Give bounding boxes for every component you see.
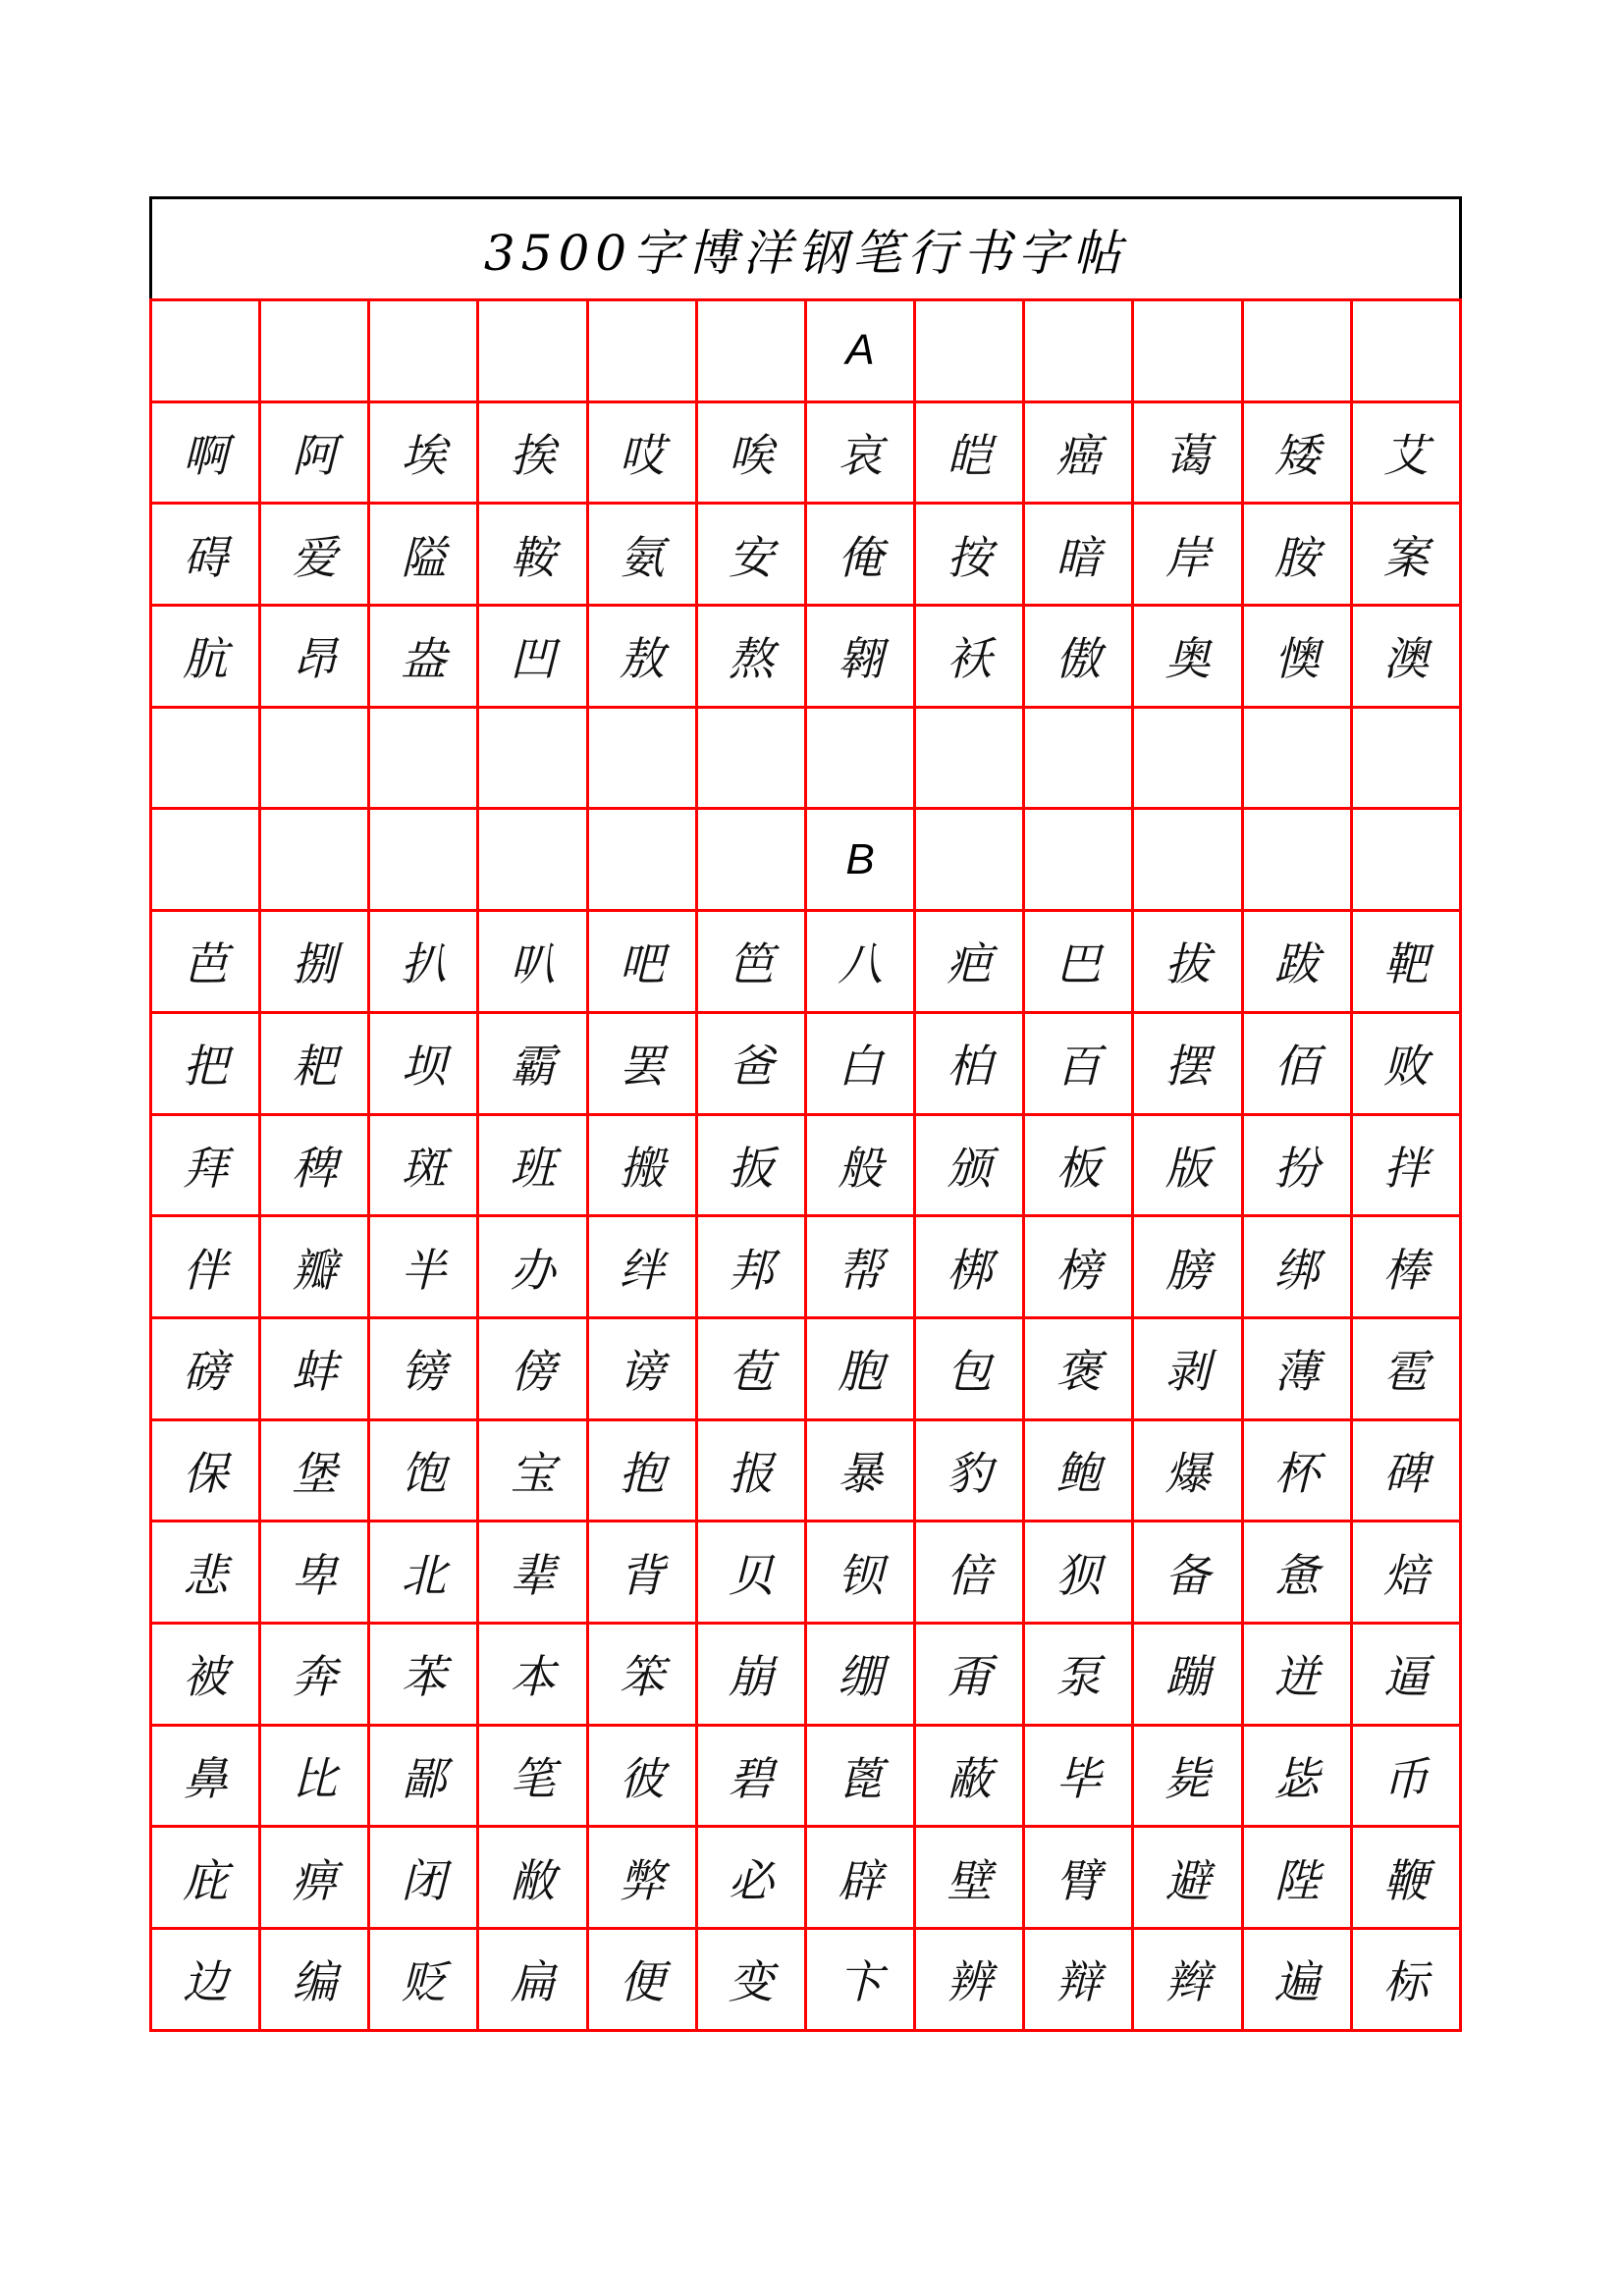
character-cell: 北: [370, 1522, 479, 1625]
character-cell: 痹: [261, 1828, 370, 1930]
empty-cell: [1244, 301, 1353, 403]
character-cell: 鄙: [370, 1727, 479, 1829]
character-cell: 瓣: [261, 1217, 370, 1319]
character-cell: 熬: [698, 607, 807, 709]
character-cell: 迸: [1244, 1625, 1353, 1727]
empty-cell: [152, 810, 261, 912]
empty-cell: [1134, 709, 1243, 811]
character-cell: 碑: [1353, 1421, 1462, 1523]
character-cell: 凹: [479, 607, 588, 709]
character-cell: 疤: [916, 912, 1025, 1014]
character-cell: 弊: [589, 1828, 698, 1930]
character-cell: 苞: [698, 1319, 807, 1421]
character-cell: 报: [698, 1421, 807, 1523]
character-cell: 辫: [1134, 1930, 1243, 2032]
character-cell: 辨: [916, 1930, 1025, 2032]
character-cell: 扒: [370, 912, 479, 1014]
character-cell: 标: [1353, 1930, 1462, 2032]
character-cell: 惫: [1244, 1522, 1353, 1625]
character-cell: 鼻: [152, 1727, 261, 1829]
character-cell: 蔽: [916, 1727, 1025, 1829]
character-cell: 碧: [698, 1727, 807, 1829]
character-cell: 崩: [698, 1625, 807, 1727]
empty-cell: [479, 709, 588, 811]
title-box: [149, 196, 1462, 298]
character-cell: 半: [370, 1217, 479, 1319]
character-cell: 焙: [1353, 1522, 1462, 1625]
character-cell: 雹: [1353, 1319, 1462, 1421]
character-cell: 颁: [916, 1116, 1025, 1218]
character-cell: 贝: [698, 1522, 807, 1625]
empty-cell: [370, 301, 479, 403]
empty-cell: [370, 709, 479, 811]
character-cell: 甭: [916, 1625, 1025, 1727]
character-cell: 隘: [370, 505, 479, 607]
character-cell: 彼: [589, 1727, 698, 1829]
character-cell: 板: [1025, 1116, 1134, 1218]
character-cell: 坝: [370, 1014, 479, 1116]
empty-cell: [261, 709, 370, 811]
empty-cell: [698, 810, 807, 912]
character-cell: 班: [479, 1116, 588, 1218]
character-cell: 梆: [916, 1217, 1025, 1319]
empty-cell: [261, 810, 370, 912]
character-cell: 按: [916, 505, 1025, 607]
empty-cell: [589, 810, 698, 912]
character-cell: 笔: [479, 1727, 588, 1829]
character-cell: 艾: [1353, 403, 1462, 506]
character-cell: 卑: [261, 1522, 370, 1625]
character-cell: 埃: [370, 403, 479, 506]
character-cell: 伴: [152, 1217, 261, 1319]
empty-cell: [152, 301, 261, 403]
empty-cell: [807, 709, 916, 811]
character-cell: 避: [1134, 1828, 1243, 1930]
empty-cell: [698, 301, 807, 403]
character-cell: 哀: [807, 403, 916, 506]
character-cell: 邦: [698, 1217, 807, 1319]
character-cell: 巴: [1025, 912, 1134, 1014]
character-cell: 泵: [1025, 1625, 1134, 1727]
empty-cell: [916, 301, 1025, 403]
character-cell: 捌: [261, 912, 370, 1014]
character-cell: 把: [152, 1014, 261, 1116]
character-cell: 罢: [589, 1014, 698, 1116]
character-cell: 佰: [1244, 1014, 1353, 1116]
character-cell: 遍: [1244, 1930, 1353, 2032]
character-cell: 摆: [1134, 1014, 1243, 1116]
character-cell: 胞: [807, 1319, 916, 1421]
character-cell: 比: [261, 1727, 370, 1829]
character-cell: 堡: [261, 1421, 370, 1523]
character-cell: 拔: [1134, 912, 1243, 1014]
character-cell: 卞: [807, 1930, 916, 2032]
character-cell: 矮: [1244, 403, 1353, 506]
character-cell: 暗: [1025, 505, 1134, 607]
character-cell: 宝: [479, 1421, 588, 1523]
character-grid: [149, 298, 1462, 2032]
character-cell: 贬: [370, 1930, 479, 2032]
character-cell: 懊: [1244, 607, 1353, 709]
character-cell: 杯: [1244, 1421, 1353, 1523]
character-cell: 帮: [807, 1217, 916, 1319]
character-cell: 败: [1353, 1014, 1462, 1116]
character-cell: 版: [1134, 1116, 1243, 1218]
character-cell: 胺: [1244, 505, 1353, 607]
empty-cell: [916, 709, 1025, 811]
character-cell: 敖: [589, 607, 698, 709]
character-cell: 般: [807, 1116, 916, 1218]
empty-cell: [1025, 810, 1134, 912]
character-cell: 鞍: [479, 505, 588, 607]
empty-cell: [698, 709, 807, 811]
character-cell: 拜: [152, 1116, 261, 1218]
character-cell: 毕: [1025, 1727, 1134, 1829]
character-cell: 袄: [916, 607, 1025, 709]
empty-cell: [1353, 810, 1462, 912]
character-cell: 扁: [479, 1930, 588, 2032]
character-cell: 臂: [1025, 1828, 1134, 1930]
character-cell: 霸: [479, 1014, 588, 1116]
character-cell: 狈: [1025, 1522, 1134, 1625]
empty-cell: [479, 301, 588, 403]
empty-cell: [479, 810, 588, 912]
character-cell: 棒: [1353, 1217, 1462, 1319]
character-cell: 安: [698, 505, 807, 607]
character-cell: 挨: [479, 403, 588, 506]
character-cell: 拌: [1353, 1116, 1462, 1218]
character-cell: 柏: [916, 1014, 1025, 1116]
character-cell: 笆: [698, 912, 807, 1014]
character-cell: 辈: [479, 1522, 588, 1625]
character-cell: 氨: [589, 505, 698, 607]
empty-cell: [261, 301, 370, 403]
character-cell: 八: [807, 912, 916, 1014]
character-cell: 磅: [152, 1319, 261, 1421]
character-cell: 澳: [1353, 607, 1462, 709]
character-cell: 傲: [1025, 607, 1134, 709]
character-cell: 啊: [152, 403, 261, 506]
character-cell: 备: [1134, 1522, 1243, 1625]
empty-cell: [1244, 709, 1353, 811]
character-cell: 保: [152, 1421, 261, 1523]
character-cell: 鲍: [1025, 1421, 1134, 1523]
character-cell: 绷: [807, 1625, 916, 1727]
character-cell: 吧: [589, 912, 698, 1014]
character-cell: 苯: [370, 1625, 479, 1727]
character-cell: 辟: [807, 1828, 916, 1930]
section-letter-a: A: [807, 301, 916, 403]
character-cell: 绊: [589, 1217, 698, 1319]
character-cell: 钡: [807, 1522, 916, 1625]
empty-cell: [1025, 301, 1134, 403]
empty-cell: [1353, 301, 1462, 403]
empty-cell: [1134, 301, 1243, 403]
empty-cell: [916, 810, 1025, 912]
character-cell: 爸: [698, 1014, 807, 1116]
character-cell: 芭: [152, 912, 261, 1014]
character-cell: 癌: [1025, 403, 1134, 506]
character-cell: 敝: [479, 1828, 588, 1930]
character-cell: 扳: [698, 1116, 807, 1218]
character-cell: 稗: [261, 1116, 370, 1218]
character-cell: 斑: [370, 1116, 479, 1218]
copybook-sheet: [149, 196, 1462, 2032]
empty-cell: [1244, 810, 1353, 912]
character-cell: 豹: [916, 1421, 1025, 1523]
character-cell: 必: [698, 1828, 807, 1930]
character-cell: 边: [152, 1930, 261, 2032]
character-cell: 辩: [1025, 1930, 1134, 2032]
character-cell: 阿: [261, 403, 370, 506]
character-cell: 背: [589, 1522, 698, 1625]
character-cell: 闭: [370, 1828, 479, 1930]
character-cell: 被: [152, 1625, 261, 1727]
character-cell: 剥: [1134, 1319, 1243, 1421]
empty-cell: [1353, 709, 1462, 811]
character-cell: 办: [479, 1217, 588, 1319]
character-cell: 肮: [152, 607, 261, 709]
character-cell: 壁: [916, 1828, 1025, 1930]
character-cell: 绑: [1244, 1217, 1353, 1319]
character-cell: 蔼: [1134, 403, 1243, 506]
character-cell: 毙: [1134, 1727, 1243, 1829]
character-cell: 饱: [370, 1421, 479, 1523]
character-cell: 搬: [589, 1116, 698, 1218]
character-cell: 谤: [589, 1319, 698, 1421]
character-cell: 昂: [261, 607, 370, 709]
character-cell: 百: [1025, 1014, 1134, 1116]
character-cell: 耙: [261, 1014, 370, 1116]
empty-cell: [370, 810, 479, 912]
empty-cell: [1134, 810, 1243, 912]
character-cell: 悲: [152, 1522, 261, 1625]
character-cell: 榜: [1025, 1217, 1134, 1319]
character-cell: 蓖: [807, 1727, 916, 1829]
character-cell: 庇: [152, 1828, 261, 1930]
character-cell: 倍: [916, 1522, 1025, 1625]
character-cell: 蚌: [261, 1319, 370, 1421]
character-cell: 翱: [807, 607, 916, 709]
character-cell: 蹦: [1134, 1625, 1243, 1727]
character-cell: 爆: [1134, 1421, 1243, 1523]
character-cell: 币: [1353, 1727, 1462, 1829]
character-cell: 扮: [1244, 1116, 1353, 1218]
character-cell: 爱: [261, 505, 370, 607]
character-cell: 跋: [1244, 912, 1353, 1014]
character-cell: 案: [1353, 505, 1462, 607]
character-cell: 抱: [589, 1421, 698, 1523]
character-cell: 编: [261, 1930, 370, 2032]
character-cell: 暴: [807, 1421, 916, 1523]
character-cell: 奥: [1134, 607, 1243, 709]
character-cell: 奔: [261, 1625, 370, 1727]
character-cell: 褒: [1025, 1319, 1134, 1421]
character-cell: 岸: [1134, 505, 1243, 607]
character-cell: 鞭: [1353, 1828, 1462, 1930]
character-cell: 碍: [152, 505, 261, 607]
character-cell: 笨: [589, 1625, 698, 1727]
character-cell: 陛: [1244, 1828, 1353, 1930]
character-cell: 傍: [479, 1319, 588, 1421]
character-cell: 盎: [370, 607, 479, 709]
empty-cell: [589, 709, 698, 811]
character-cell: 包: [916, 1319, 1025, 1421]
character-cell: 逼: [1353, 1625, 1462, 1727]
empty-cell: [1025, 709, 1134, 811]
character-cell: 叭: [479, 912, 588, 1014]
character-cell: 毖: [1244, 1727, 1353, 1829]
character-cell: 本: [479, 1625, 588, 1727]
character-cell: 白: [807, 1014, 916, 1116]
character-cell: 唉: [698, 403, 807, 506]
character-cell: 薄: [1244, 1319, 1353, 1421]
empty-cell: [152, 709, 261, 811]
character-cell: 便: [589, 1930, 698, 2032]
character-cell: 哎: [589, 403, 698, 506]
character-cell: 变: [698, 1930, 807, 2032]
character-cell: 靶: [1353, 912, 1462, 1014]
character-cell: 皑: [916, 403, 1025, 506]
character-cell: 镑: [370, 1319, 479, 1421]
page-title: 3500字博洋钢笔行书字帖: [483, 224, 1128, 282]
section-letter-b: B: [807, 810, 916, 912]
empty-cell: [589, 301, 698, 403]
character-cell: 膀: [1134, 1217, 1243, 1319]
character-cell: 俺: [807, 505, 916, 607]
